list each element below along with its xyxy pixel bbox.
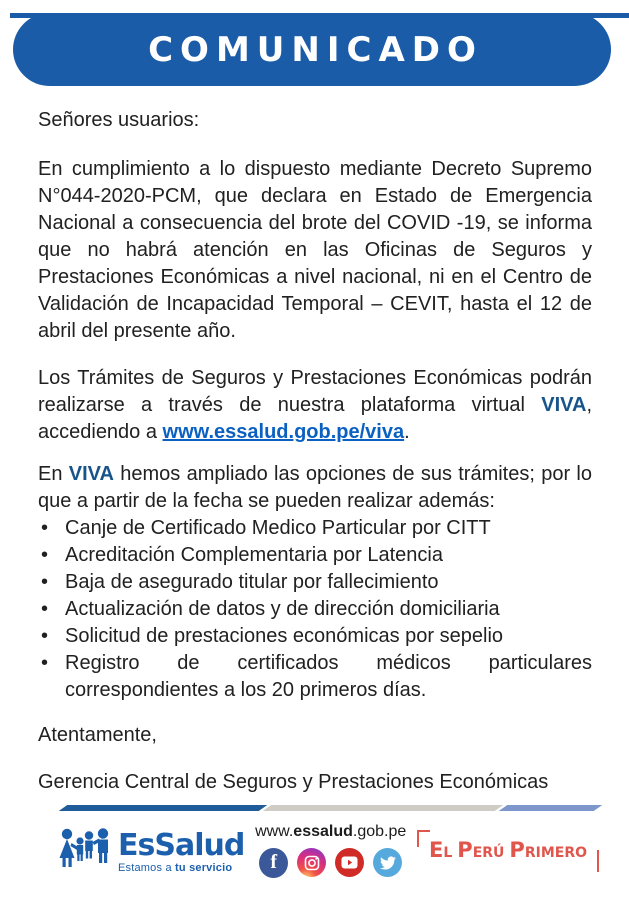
paragraph3-text2: hemos ampliado las opciones de sus trámites; por lo que a partir de la fecha se pueden realizar además: [38,463,592,512]
peru-letter: E [429,837,444,862]
essalud-tagline [118,862,244,874]
essalud-logo [58,827,244,874]
divider-segment-blue [59,805,268,811]
peru-letters: ERÚ [472,844,505,861]
peru-letter: P [457,837,473,862]
facebook-glyph: f [270,851,277,873]
peru-letters: L [443,844,453,861]
peru-letter: P [509,837,525,862]
essalud-name: EsSalud [118,828,245,863]
website-suffix: .gob.pe [352,823,407,840]
el-peru-primero-logo [417,830,599,872]
paragraph-emergency: En cumplimiento a lo dispuesto mediante Decreto Supremo N°044-2020-PCM, que declara en Estado de Emergencia Nacional a consecuencia del brote del COVID -19, se informa que no habrá atención en las Oficinas de Seguros y Prestaciones Económicas a nivel nacional, ni en el Centro de Validación de Incapacidad Temporal – CEVIT, hasta el 12 de abril del presente año. [38,158,592,342]
essalud-logo-text [118,828,245,874]
paragraph2-text: Los Trámites de Seguros y Prestaciones Económicas podrán realizarse a través de nuestra plataforma virtual [38,367,592,416]
list-item: • Canje de Certificado Medico Particular por CITT [38,515,592,542]
footer-center [255,823,406,878]
website-url[interactable] [255,823,406,841]
tagline-prefix: Estamos a [118,862,176,874]
viva-brand: VIVA [541,394,587,416]
divider-segment-lightblue [499,805,602,811]
footer [0,823,629,878]
facebook-icon[interactable] [259,848,288,878]
website-prefix: www. [255,823,294,840]
paragraph-viva-options [38,461,592,515]
website-bold: essalud [293,823,353,840]
paragraph2-text2: , accediendo a [38,394,592,443]
list-item: • Acreditación Complementaria por Latencia [38,542,592,569]
list-item: • Solicitud de prestaciones económicas por sepelio [38,623,592,650]
top-accent-bar [10,13,629,18]
list-item: • Actualización de datos y de dirección domiciliaria [38,596,592,623]
social-icons [259,848,402,878]
list-item: • Baja de asegurado titular por fallecimiento [38,569,592,596]
divider-segment-gray [263,805,503,811]
salutation: Señores usuarios: [38,109,200,131]
peru-letters: RIMERO [524,844,587,861]
closing: Atentamente, [38,724,157,746]
viva-link[interactable]: www.essalud.gob.pe/viva [162,421,405,443]
tagline-bold: tu servicio [175,862,233,874]
comunicado-banner [13,13,611,86]
notice-body [0,107,629,796]
instagram-icon[interactable] [297,848,326,877]
footer-divider [63,805,598,811]
procedures-list [38,515,592,704]
list-item: • Registro de certificados médicos particulares correspondientes a los 20 primeros días. [38,650,592,704]
youtube-icon[interactable] [335,848,364,877]
paragraph-viva-platform [38,365,592,446]
signature: Gerencia Central de Seguros y Prestaciones Económicas [38,771,549,793]
essalud-family-icon [58,827,116,874]
viva-brand: VIVA [68,463,114,485]
paragraph3-text: En [38,463,69,485]
twitter-icon[interactable] [373,848,402,877]
paragraph2-period: . [404,421,410,443]
banner-title: COMUNICADO [148,29,483,70]
